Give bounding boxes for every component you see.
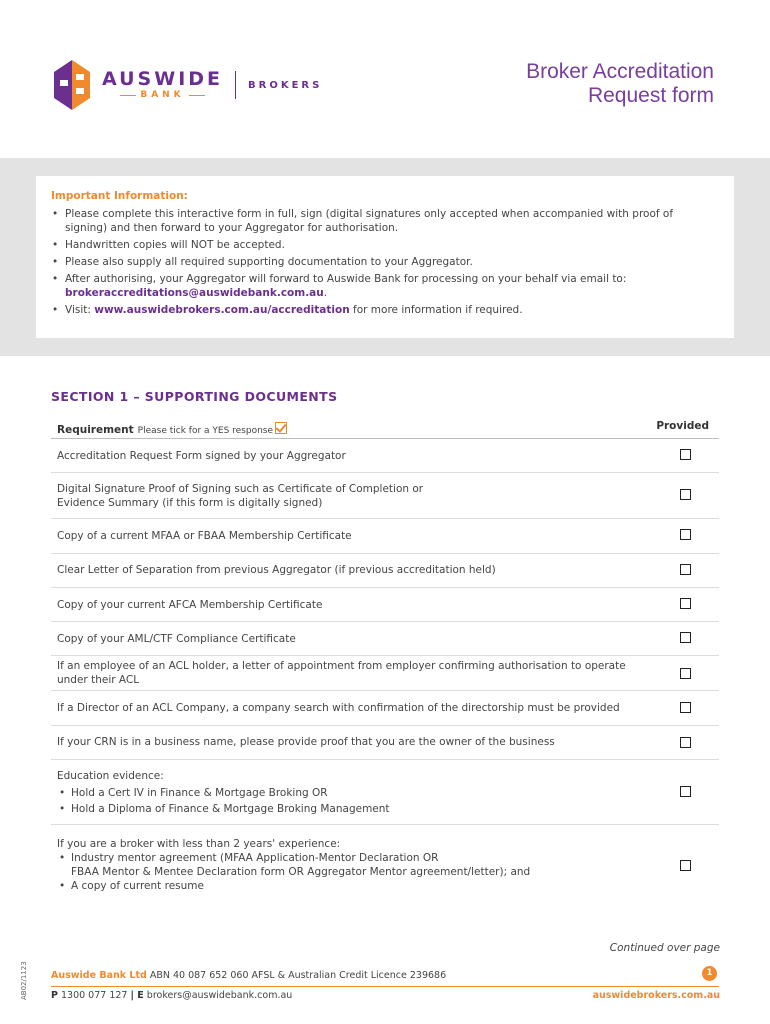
requirement-row: [51, 725, 719, 760]
logo-brokers: BROKERS: [248, 79, 323, 91]
requirement-bullet: • Hold a Cert IV in Finance & Mortgage Broking OR: [57, 785, 637, 802]
provided-checkbox[interactable]: [680, 668, 691, 679]
logo-name: AUSWIDE: [102, 68, 224, 90]
requirement-row: [51, 472, 719, 519]
provided-checkbox[interactable]: [680, 564, 691, 575]
phone-label: P: [51, 990, 58, 1001]
logo-divider: [235, 71, 236, 99]
requirement-row: [51, 587, 719, 622]
requirement-line: If you are a broker with less than 2 years' experience:: [57, 838, 341, 850]
provided-checkbox[interactable]: [680, 529, 691, 540]
logo-rule-right: [189, 95, 205, 96]
auswide-logo-icon: [50, 58, 94, 112]
requirement-header: [57, 422, 287, 436]
info-item: • Handwritten copies will NOT be accepted.: [51, 238, 681, 252]
title-line-2: Request form: [587, 84, 714, 107]
footer-contact-line: [51, 990, 292, 1001]
contact-separator: |: [130, 990, 134, 1001]
info-item: • Please also supply all required supporting documentation to your Aggregator.: [51, 255, 681, 269]
requirement-row: [51, 439, 719, 473]
requirement-row: [51, 824, 719, 904]
requirement-bullets: [57, 851, 637, 893]
visit-prefix: Visit:: [65, 304, 95, 316]
brand-logo: [50, 56, 322, 114]
requirement-line: Education evidence:: [57, 770, 164, 782]
requirement-bullets: [57, 785, 637, 818]
requirement-text: [57, 659, 637, 687]
requirement-bullet: • A copy of current resume: [57, 879, 637, 893]
footer-company-line: [51, 970, 446, 981]
requirement-bullet: • Hold a Diploma of Finance & Mortgage Broking Management: [57, 801, 637, 818]
company-details: ABN 40 087 652 060 AFSL & Australian Credit Licence 239686: [146, 970, 447, 981]
table-header: [51, 418, 719, 439]
page-number: 1: [702, 966, 717, 981]
logo-sub-text: BANK: [140, 90, 185, 100]
requirement-text: Copy of your current AFCA Membership Certificate: [57, 599, 323, 611]
requirement-row: [51, 690, 719, 726]
requirement-row: [51, 759, 719, 825]
provided-checkbox[interactable]: [680, 702, 691, 713]
requirement-row: [51, 655, 719, 691]
info-heading: Important Information:: [51, 190, 188, 202]
bullet-text: Industry mentor agreement (MFAA Application-Mentor Declaration OR: [71, 852, 439, 864]
footer-website-link[interactable]: auswidebrokers.com.au: [592, 990, 720, 1001]
requirement-row: [51, 621, 719, 656]
accreditation-email-link[interactable]: brokeraccreditations@auswidebank.com.au: [65, 287, 324, 299]
company-name: Auswide Bank Ltd: [51, 970, 147, 981]
info-email-suffix: .: [323, 287, 328, 299]
info-item-text: After authorising, your Aggregator will forward to Auswide Bank for processing on your behalf via email to:: [65, 273, 627, 285]
info-item: [51, 272, 681, 300]
requirement-line: Evidence Summary (if this form is digitally signed): [57, 497, 323, 509]
provided-checkbox[interactable]: [680, 598, 691, 609]
logo-rule-left: [120, 95, 136, 96]
provided-checkbox[interactable]: [680, 786, 691, 797]
requirement-line: Digital Signature Proof of Signing such as Certificate of Completion or: [57, 483, 424, 495]
footer-rule: [51, 986, 719, 987]
requirement-line: under their ACL: [57, 674, 140, 686]
requirement-text: Copy of a current MFAA or FBAA Membership Certificate: [57, 530, 352, 542]
email-label: E: [133, 990, 144, 1001]
provided-checkbox[interactable]: [680, 860, 691, 871]
requirement-text: If your CRN is in a business name, please provide proof that you are the owner of the business: [57, 736, 555, 748]
accreditation-web-link[interactable]: www.auswidebrokers.com.au/accreditation: [94, 304, 350, 316]
requirement-text: Copy of your AML/CTF Compliance Certificate: [57, 633, 296, 645]
info-item: • Please complete this interactive form in full, sign (digital signatures only accepted when accompanied with proof of signing) and then forward to your Aggregator for authorisation.: [51, 207, 681, 235]
provided-header: Provided: [656, 420, 709, 432]
tick-hint: Please tick for a YES response: [137, 426, 274, 436]
provided-checkbox[interactable]: [680, 632, 691, 643]
requirement-text: Accreditation Request Form signed by your Aggregator: [57, 450, 346, 462]
requirement-row: [51, 553, 719, 588]
requirement-text: [57, 482, 637, 510]
continued-note: Continued over page: [609, 942, 720, 954]
contact-email[interactable]: brokers@auswidebank.com.au: [143, 990, 293, 1001]
title-line-1: Broker Accreditation: [526, 60, 714, 83]
requirement-text: Clear Letter of Separation from previous Aggregator (if previous accreditation held): [57, 564, 496, 576]
requirement-text: If a Director of an ACL Company, a company search with confirmation of the directorship must be provided: [57, 702, 620, 714]
requirement-text: [57, 768, 637, 818]
phone-number: 1300 077 127: [57, 990, 131, 1001]
checkmark-icon: [275, 422, 287, 434]
info-item: [51, 303, 681, 317]
requirement-row: [51, 518, 719, 554]
requirement-line: If an employee of an ACL holder, a letter of appointment from employer confirming authorisation to operate: [57, 660, 626, 672]
requirement-label: Requirement: [57, 424, 134, 436]
provided-checkbox[interactable]: [680, 737, 691, 748]
form-code: AB02/1123: [20, 961, 28, 1000]
requirement-text: [57, 837, 637, 893]
logo-wordmark: [102, 69, 223, 101]
provided-checkbox[interactable]: [680, 449, 691, 460]
info-list: [51, 207, 681, 320]
logo-subtitle: [116, 89, 208, 101]
page-title: [526, 60, 714, 108]
bullet-continuation: FBAA Mentor & Mentee Declaration form OR Aggregator Mentor agreement/letter); and: [71, 866, 531, 878]
visit-suffix: for more information if required.: [349, 304, 523, 316]
requirement-bullet: [57, 851, 637, 879]
provided-checkbox[interactable]: [680, 489, 691, 500]
section-title: SECTION 1 – SUPPORTING DOCUMENTS: [51, 389, 338, 404]
